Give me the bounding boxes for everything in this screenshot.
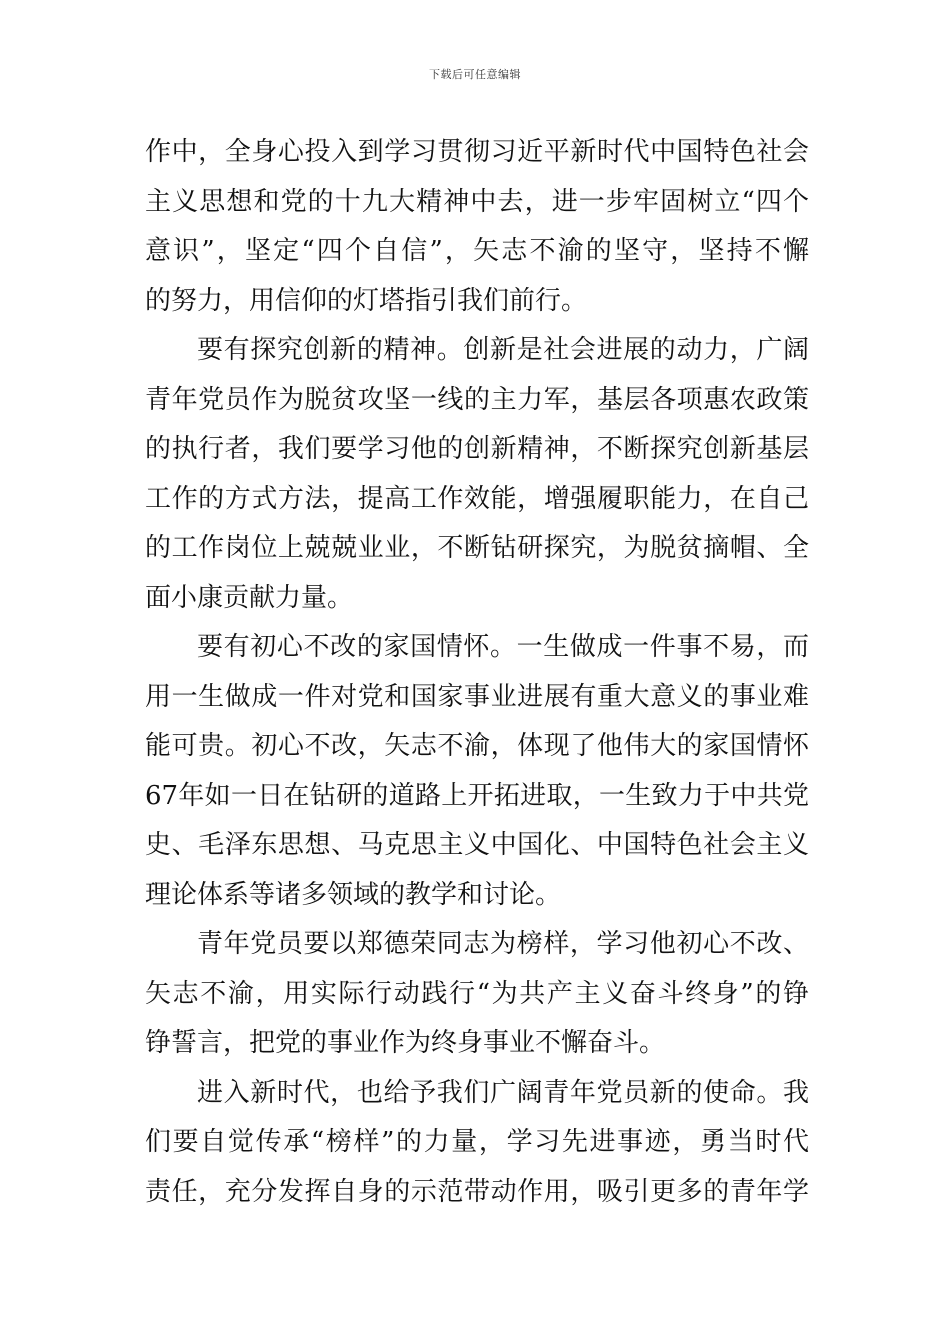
text-line: 理论体系等诸多领域的教学和讨论。 — [145, 879, 562, 910]
text-line: 能可贵。初心不改，矢志不渝，体现了他伟大的家国情怀 — [145, 731, 809, 761]
text-line: 工作的方式方法，提高工作效能，增强履职能力，在自己 — [145, 483, 809, 514]
text-line: 的努力，用信仰的灯塔指引我们前行。 — [145, 285, 588, 316]
text-line: 意识”，坚定“四个自信”，矢志不渝的坚守，坚持不懈 — [145, 236, 809, 266]
text-line: 面小康贡献力量。 — [145, 582, 354, 613]
text-line: 的执行者，我们要学习他的创新精神，不断探究创新基层 — [145, 434, 809, 464]
text-line: 矢志不渝，用实际行动践行“为共产主义奋斗终身”的铮 — [145, 978, 809, 1009]
text-line: 用一生做成一件对党和国家事业进展有重大意义的事业难 — [145, 681, 809, 712]
page-header-note: 下载后可任意编辑 — [429, 68, 521, 81]
body-text — [145, 128, 809, 1217]
text-line: 青年党员作为脱贫攻坚一线的主力军，基层各项惠农政策 — [145, 384, 809, 415]
text-line: 责任，充分发挥自身的示范带动作用，吸引更多的青年学 — [145, 1176, 809, 1207]
text-line: 67年如一日在钻研的道路上开拓进取，一生致力于中共党 — [145, 780, 809, 811]
text-line: 的工作岗位上兢兢业业，不断钻研探究，为脱贫摘帽、全 — [145, 533, 809, 563]
text-line: 主义思想和党的十九大精神中去，进一步牢固树立“四个 — [145, 186, 809, 217]
paragraph-first-line: 要有初心不改的家国情怀。一生做成一件事不易，而 — [197, 632, 809, 662]
text-line: 作中，全身心投入到学习贯彻习近平新时代中国特色社会 — [145, 137, 809, 167]
text-line: 史、毛泽东思想、马克思主义中国化、中国特色社会主义 — [145, 830, 809, 860]
paragraph-first-line: 要有探究创新的精神。创新是社会进展的动力，广阔 — [197, 335, 809, 365]
paragraph-first-line: 进入新时代，也给予我们广阔青年党员新的使命。我 — [197, 1077, 809, 1108]
paragraph-first-line: 青年党员要以郑德荣同志为榜样，学习他初心不改、 — [197, 929, 809, 959]
text-line: 们要自觉传承“榜样”的力量，学习先进事迹，勇当时代 — [145, 1127, 809, 1157]
text-line: 铮誓言，把党的事业作为终身事业不懈奋斗。 — [145, 1028, 666, 1058]
